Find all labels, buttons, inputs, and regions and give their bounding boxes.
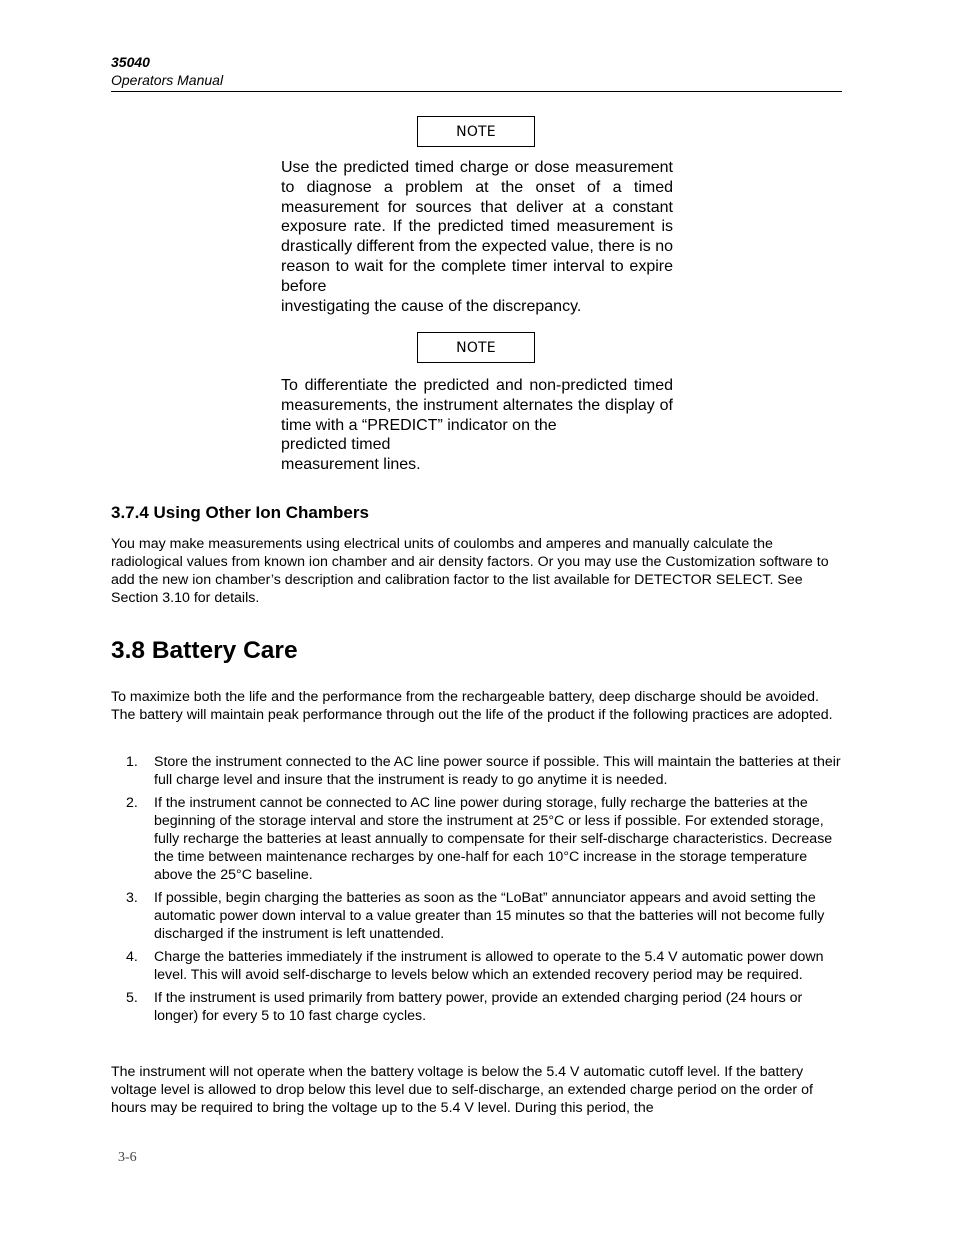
list-item: [111, 889, 846, 943]
page-header: [111, 54, 842, 92]
list-item-text: Charge the batteries immediately if the instrument is allowed to operate to the 5.4 V automatic power down level. This will avoid self-discharge to levels below which an extended recovery period may be required.: [154, 949, 824, 983]
note-text-1: [281, 158, 673, 316]
paragraph-battery-closing: The instrument will not operate when the battery voltage is below the 5.4 V automatic cutoff level. If the battery voltage level is allowed to drop below this level due to self-discharge, an extended charge period on the order of hours may be required to bring the voltage up to the 5.4 V level. During this period, the: [111, 1064, 813, 1116]
list-item-number: 5.: [126, 990, 138, 1006]
list-item-text: Store the instrument connected to the AC line power source if possible. This will maintain the batteries at their full charge level and insure that the instrument is ready to go anytime it is needed.: [154, 754, 841, 788]
list-item: [111, 753, 846, 789]
list-item-number: 2.: [126, 795, 138, 811]
note-text-2-line-b: measurement lines.: [281, 456, 421, 474]
list-item-number: 3.: [126, 890, 138, 906]
list-item-number: 4.: [126, 949, 138, 965]
note-label-1: NOTE: [417, 116, 535, 147]
battery-care-list: [111, 753, 846, 1030]
note-text-2-body: To differentiate the predicted and non-predicted timed measurements, the instrument alternates the display of time with a “PREDICT” indicator on the: [281, 377, 673, 434]
paragraph-battery-intro: To maximize both the life and the performance from the rechargeable battery, deep discharge should be avoided. The battery will maintain peak performance through out the life of the product if the following practices are adopted.: [111, 689, 833, 723]
paragraph-ion-chambers: You may make measurements using electrical units of coulombs and amperes and manually calculate the radiological values from known ion chamber and air density factors. Or you may use the Customization software to add the new ion chamber’s description and calibration factor to the list available for DETECTOR SELECT. See Section 3.10 for details.: [111, 536, 829, 606]
subsection-heading-3-7-4: 3.7.4 Using Other Ion Chambers: [111, 503, 369, 522]
doc-title: Operators Manual: [111, 72, 224, 88]
note-text-1-body: Use the predicted timed charge or dose measurement to diagnose a problem at the onset of a timed measurement for sources that deliver at a constant exposure rate. If the predicted timed measurement is drastically different from the expected value, there is no reason to wait for the complete timer interval to expire before: [281, 159, 673, 295]
list-item-number: 1.: [126, 754, 138, 770]
list-item-text: If the instrument is used primarily from battery power, provide an extended charging period (24 hours or longer) for every 5 to 10 fast charge cycles.: [154, 990, 803, 1024]
section-heading-3-8: 3.8 Battery Care: [111, 637, 298, 664]
doc-number: 35040: [111, 54, 150, 70]
list-item: [111, 794, 846, 884]
list-item-text: If the instrument cannot be connected to AC line power during storage, fully recharge the batteries at the beginning of the storage interval and store the instrument at 25°C or less if possible. For extended storage, fully recharge the batteries at least annually to compensate for their self-discharge characteristics. Decrease the time between maintenance recharges by one-half for each 10°C increase in the storage temperature above the 25°C baseline.: [154, 795, 833, 883]
list-item: [111, 989, 846, 1025]
note-label-2: NOTE: [417, 332, 535, 363]
page-number: 3-6: [118, 1150, 137, 1165]
list-item-text: If possible, begin charging the batteries as soon as the “LoBat” annunciator appears and avoid setting the automatic power down interval to a value greater than 15 minutes so that the batteries will not become fully discharged if the instrument is left unattended.: [154, 890, 825, 942]
note-text-1-last-line: investigating the cause of the discrepancy.: [281, 297, 582, 315]
list-item: [111, 948, 846, 984]
note-text-2-line-a: predicted timed: [281, 436, 391, 454]
note-text-2: [281, 376, 673, 475]
